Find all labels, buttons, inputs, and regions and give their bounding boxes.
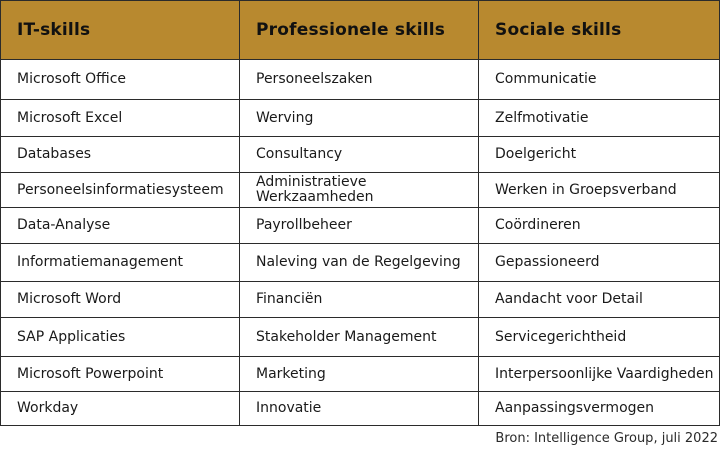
cell-professional-skill: Marketing bbox=[240, 357, 479, 392]
cell-social-skill: Servicegerichtheid bbox=[479, 318, 720, 357]
cell-it-skill: Data-Analyse bbox=[1, 208, 240, 244]
table-row bbox=[1, 173, 720, 208]
cell-social-skill: Communicatie bbox=[479, 60, 720, 100]
header-professionele-skills: Professionele skills bbox=[240, 1, 479, 60]
table-row bbox=[1, 244, 720, 282]
cell-it-skill: SAP Applicaties bbox=[1, 318, 240, 357]
header-it-skills: IT-skills bbox=[1, 1, 240, 60]
cell-it-skill: Informatiemanagement bbox=[1, 244, 240, 282]
cell-professional-skill: Stakeholder Management bbox=[240, 318, 479, 357]
cell-it-skill: Microsoft Word bbox=[1, 282, 240, 318]
cell-professional-skill: Personeelszaken bbox=[240, 60, 479, 100]
header-row bbox=[1, 1, 720, 60]
table-row bbox=[1, 282, 720, 318]
cell-professional-skill: Werving bbox=[240, 100, 479, 137]
table-row bbox=[1, 100, 720, 137]
table-row bbox=[1, 392, 720, 426]
table-row bbox=[1, 318, 720, 357]
table-header bbox=[1, 1, 720, 60]
cell-it-skill: Databases bbox=[1, 137, 240, 173]
cell-professional-skill: Naleving van de Regelgeving bbox=[240, 244, 479, 282]
table-body bbox=[1, 60, 720, 426]
cell-social-skill: Gepassioneerd bbox=[479, 244, 720, 282]
cell-social-skill: Doelgericht bbox=[479, 137, 720, 173]
cell-professional-skill: Consultancy bbox=[240, 137, 479, 173]
cell-it-skill: Personeelsinformatiesysteem bbox=[1, 173, 240, 208]
cell-social-skill: Interpersoonlijke Vaardigheden bbox=[479, 357, 720, 392]
cell-social-skill: Werken in Groepsverband bbox=[479, 173, 720, 208]
table-row bbox=[1, 208, 720, 244]
header-sociale-skills: Sociale skills bbox=[479, 1, 720, 60]
cell-it-skill: Microsoft Excel bbox=[1, 100, 240, 137]
source-caption: Bron: Intelligence Group, juli 2022 bbox=[495, 431, 718, 446]
cell-professional-skill: Administratieve Werkzaamheden bbox=[240, 173, 479, 208]
cell-it-skill: Microsoft Office bbox=[1, 60, 240, 100]
table-row bbox=[1, 60, 720, 100]
cell-social-skill: Coördineren bbox=[479, 208, 720, 244]
cell-it-skill: Workday bbox=[1, 392, 240, 426]
cell-social-skill: Aandacht voor Detail bbox=[479, 282, 720, 318]
table-row bbox=[1, 357, 720, 392]
cell-it-skill: Microsoft Powerpoint bbox=[1, 357, 240, 392]
cell-professional-skill: Financiën bbox=[240, 282, 479, 318]
cell-social-skill: Zelfmotivatie bbox=[479, 100, 720, 137]
table-row bbox=[1, 137, 720, 173]
cell-professional-skill: Payrollbeheer bbox=[240, 208, 479, 244]
cell-social-skill: Aanpassingsvermogen bbox=[479, 392, 720, 426]
cell-professional-skill: Innovatie bbox=[240, 392, 479, 426]
